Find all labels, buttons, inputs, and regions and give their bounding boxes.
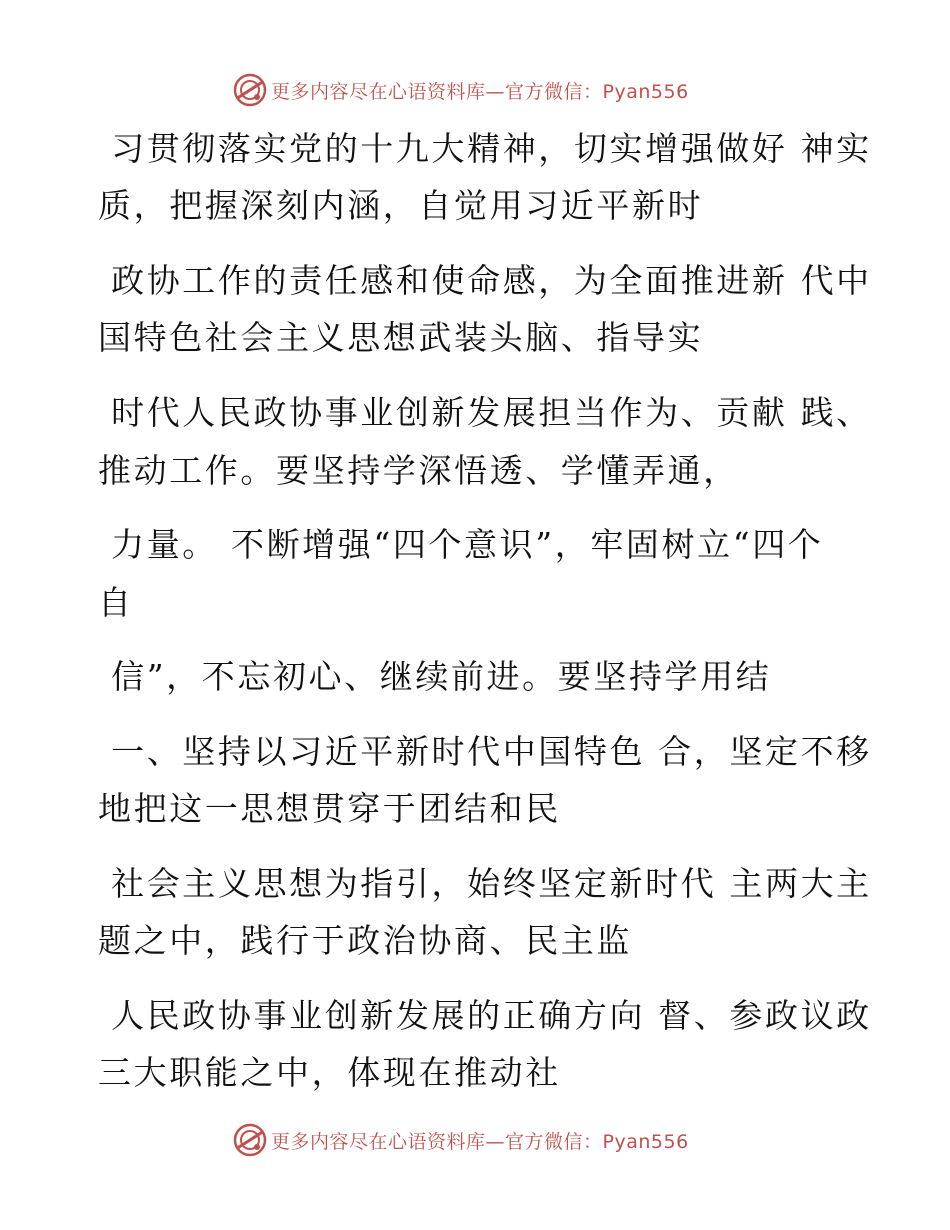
body-line: 人民政协事业创新发展的正确方向 督、参政议政 bbox=[98, 996, 872, 1035]
body-line: 习贯彻落实党的十九大精神，切实增强做好 神实 bbox=[98, 129, 872, 168]
body-line: 政协工作的责任感和使命感，为全面推进新 代中 bbox=[98, 261, 872, 300]
circular-stamp-logo-icon bbox=[233, 73, 267, 107]
body-line: 自 bbox=[98, 583, 134, 622]
body-line: 信”，不忘初心、继续前进。要坚持学用结 bbox=[98, 657, 772, 696]
header-watermark bbox=[233, 73, 689, 107]
watermark-text: 更多内容尽在心语资料库—官方微信：Pyan556 bbox=[271, 80, 689, 103]
watermark-text: 更多内容尽在心语资料库—官方微信：Pyan556 bbox=[271, 1130, 689, 1153]
body-line: 三大职能之中，体现在推动社 bbox=[98, 1053, 561, 1092]
footer-watermark bbox=[233, 1123, 689, 1157]
body-line: 题之中，践行于政治协商、民主监 bbox=[98, 921, 632, 960]
circular-stamp-logo-icon bbox=[233, 1123, 267, 1157]
body-line: 质，把握深刻内涵，自觉用习近平新时 bbox=[98, 186, 704, 225]
body-line: 地把这一思想贯穿于团结和民 bbox=[98, 789, 561, 828]
body-line: 国特色社会主义思想武装头脑、指导实 bbox=[98, 318, 704, 357]
body-line: 社会主义思想为指引，始终坚定新时代 主两大主 bbox=[98, 864, 872, 903]
body-line: 时代人民政协事业创新发展担当作为、贡献 践、 bbox=[98, 393, 872, 432]
body-line: 推动工作。要坚持学深悟透、学懂弄通， bbox=[98, 451, 739, 490]
body-line: 一、坚持以习近平新时代中国特色 合，坚定不移 bbox=[98, 732, 872, 771]
body-line: 力量。 不断增强“四个意识”，牢固树立“四个 bbox=[98, 525, 824, 564]
